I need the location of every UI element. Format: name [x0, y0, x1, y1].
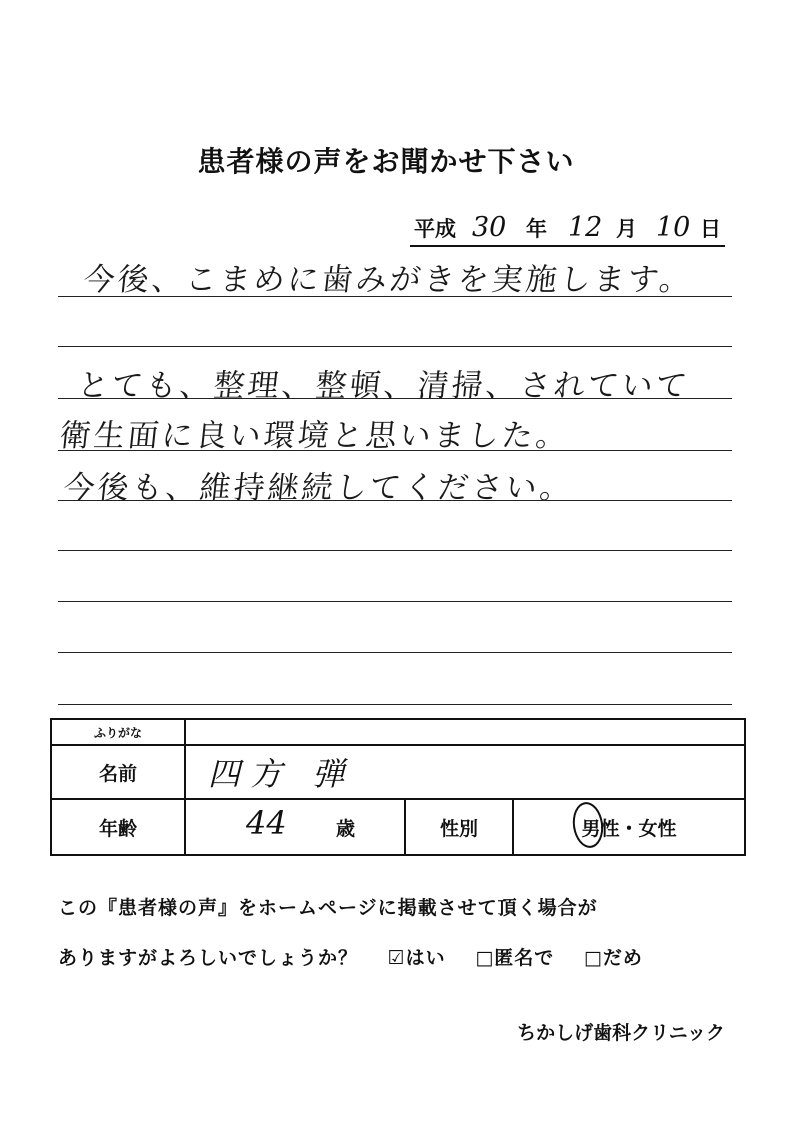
furigana-label: ふりがな — [51, 719, 185, 745]
gender-selection-circle — [570, 800, 606, 850]
option-no-checkbox[interactable]: □だめ — [583, 947, 643, 969]
date-era: 平成 — [414, 217, 456, 241]
age-field[interactable] — [185, 799, 405, 855]
date-day: 10 — [656, 212, 691, 243]
ruled-line — [58, 346, 732, 347]
ruled-line — [58, 652, 732, 653]
consent-question-1: この『患者様の声』をホームページに掲載させて頂く場合が — [58, 897, 598, 919]
consent-line-2 — [58, 943, 643, 970]
gender-options: 男性・女性 — [581, 817, 677, 840]
date-year-unit: 年 — [526, 217, 547, 241]
date-year: 30 — [472, 212, 507, 243]
option-anonymous-checkbox[interactable]: □匿名で — [475, 947, 555, 969]
ruled-line — [58, 601, 732, 602]
clinic-name: ちかしげ歯科クリニック — [517, 1022, 725, 1044]
ruled-line — [58, 704, 732, 705]
option-yes-checkbox[interactable]: ☑はい — [387, 947, 446, 969]
name-label: 名前 — [51, 745, 185, 799]
form-title: 患者様の声をお聞かせ下さい — [197, 145, 575, 178]
date-field — [410, 213, 725, 247]
furigana-field[interactable] — [185, 719, 745, 745]
age-label: 年齢 — [51, 799, 185, 855]
ruled-line — [58, 550, 732, 551]
consent-question-2: ありますがよろしいでしょうか？ — [58, 947, 359, 969]
date-day-unit: 日 — [700, 217, 721, 241]
comment-line-3: とても、整理、整頓、清掃、されていて — [75, 368, 692, 404]
age-unit: 歳 — [336, 818, 356, 840]
gender-label: 性別 — [405, 799, 513, 855]
date-month: 12 — [568, 212, 603, 243]
date-month-unit: 月 — [616, 217, 637, 241]
comment-line-5: 今後も、維持継続してください。 — [61, 470, 576, 506]
patient-info-table — [50, 718, 746, 856]
comment-line-1: 今後、こまめに歯みがきを実施します。 — [81, 262, 696, 298]
age-value: 44 — [246, 804, 287, 842]
comment-line-4: 衛生面に良い環境と思いました。 — [57, 418, 572, 454]
name-field[interactable]: 四方 弾 — [185, 745, 745, 799]
gender-field[interactable] — [513, 799, 745, 855]
